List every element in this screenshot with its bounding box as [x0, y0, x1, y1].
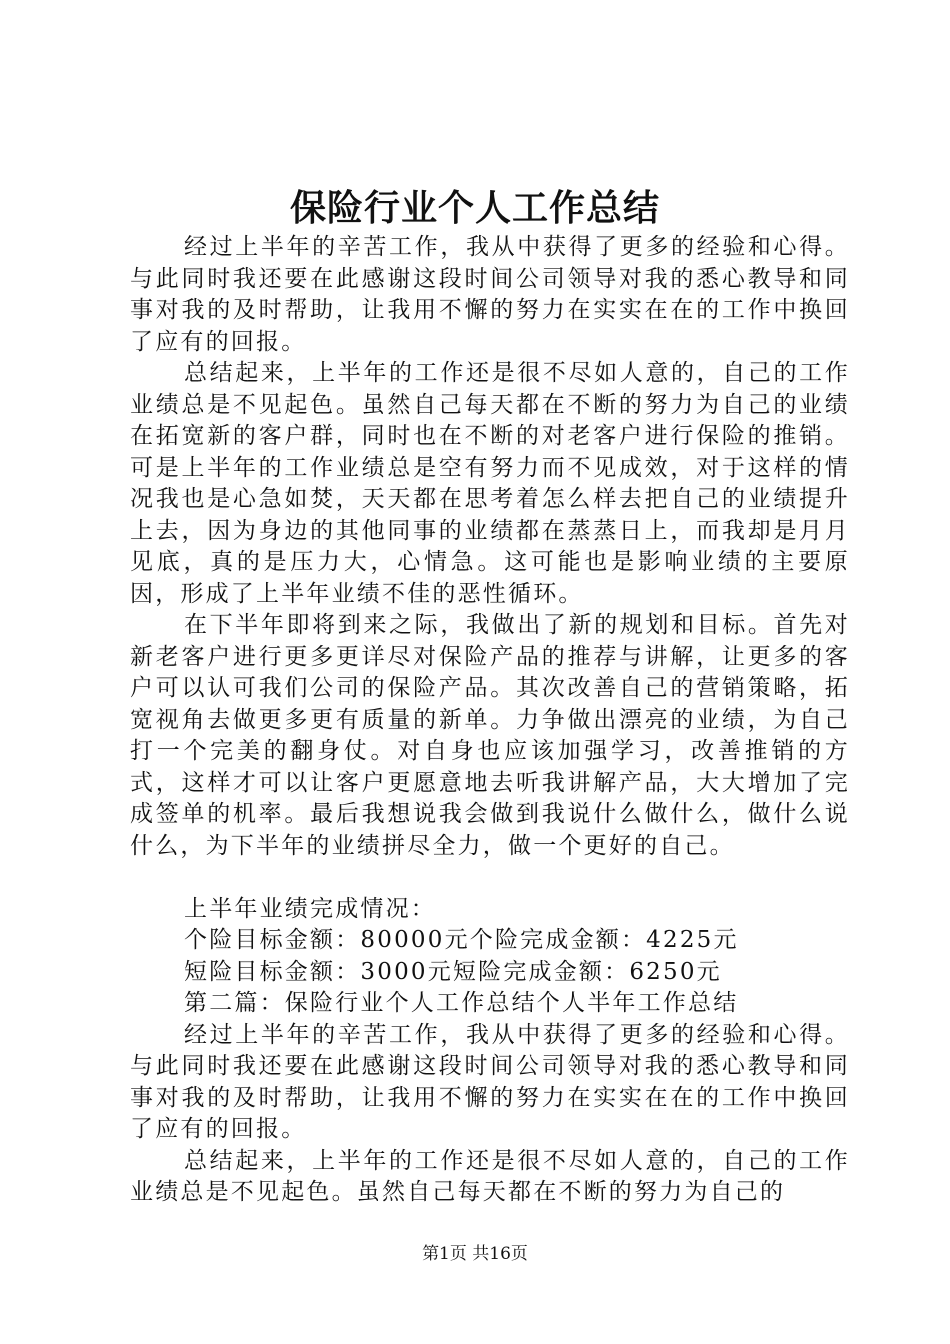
document-title: 保险行业个人工作总结 — [289, 187, 660, 229]
stats-line: 短险目标金额：3000元短险完成金额：6250元 — [184, 958, 722, 985]
paragraph: 总结起来，上半年的工作还是很不尽如人意的，自己的工作业绩总是不见起色。虽然自己每天都在不断的努力为自己的 — [130, 1147, 850, 1205]
page-number: 第1页 共16页 — [422, 1244, 528, 1264]
paragraph: 经过上半年的辛苦工作，我从中获得了更多的经验和心得。与此同时我还要在此感谢这段时间公司领导对我的悉心教导和同事对我的及时帮助，让我用不懈的努力在实实在在的工作中换回了应有的回报。 — [130, 234, 850, 355]
blank-line — [130, 862, 850, 894]
section-heading: 第二篇：保险行业个人工作总结个人半年工作总结 — [184, 990, 739, 1016]
document-body — [130, 232, 850, 1209]
paragraph: 经过上半年的辛苦工作，我从中获得了更多的经验和心得。与此同时我还要在此感谢这段时间公司领导对我的悉心教导和同事对我的及时帮助，让我用不懈的努力在实实在在的工作中换回了应有的回报。 — [130, 1021, 850, 1142]
stats-line: 个险目标金额：80000元个险完成金额：4225元 — [184, 927, 739, 953]
stats-heading: 上半年业绩完成情况： — [184, 895, 436, 922]
paragraph: 在下半年即将到来之际，我做出了新的规划和目标。首先对新老客户进行更多更详尽对保险产品的推荐与讲解，让更多的客户可以认可我们公司的保险产品。其次改善自己的营销策略，拓宽视角去做更多更有质量的新单。力争做出漂亮的业绩，为自己打一个完美的翻身仗。对自身也应该加强学习，改善推销的方式，这样才可以让客户更愿意地去听我讲解产品，大大增加了完成签单的机率。最后我想说我会做到我说什么做什么，做什么说什么，为下半年的业绩拼尽全力，做一个更好的自己。 — [130, 612, 850, 859]
paragraph: 总结起来，上半年的工作还是很不尽如人意的，自己的工作业绩总是不见起色。虽然自己每天都在不断的努力为自己的业绩在拓宽新的客户群，同时也在不断的对老客户进行保险的推销。可是上半年的工作业绩总是空有努力而不见成效，对于这样的情况我也是心急如焚，天天都在思考着怎么样去把自己的业绩提升上去，因为身边的其他同事的业绩都在蒸蒸日上，而我却是月月见底，真的是压力大，心情急。这可能也是影响业绩的主要原因，形成了上半年业绩不佳的恶性循环。 — [130, 360, 850, 607]
